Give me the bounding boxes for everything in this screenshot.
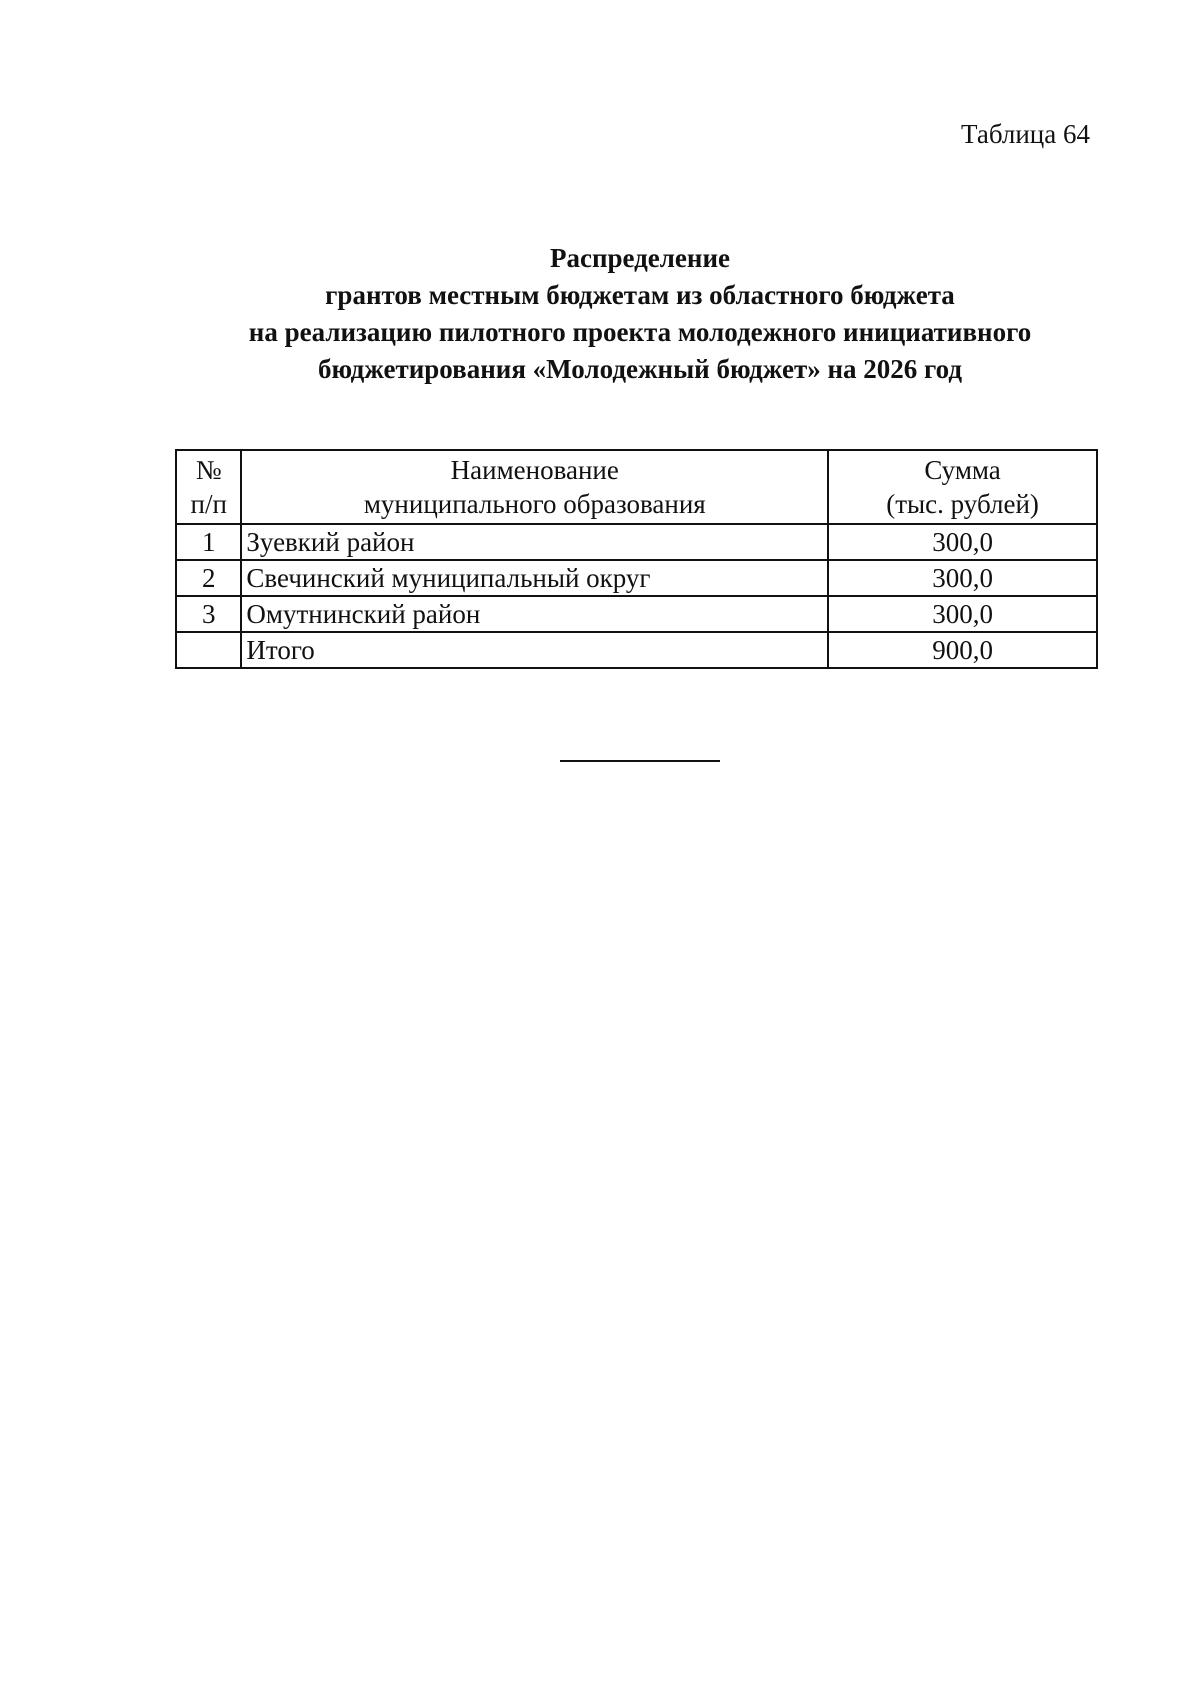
grants-table (175, 449, 1098, 669)
table-total-row (176, 632, 1097, 668)
total-label: Итого (241, 632, 828, 668)
end-separator-line (560, 760, 720, 762)
header-sum-line1: Сумма (924, 455, 1001, 485)
row-sum: 300,0 (828, 596, 1097, 632)
table-header-row (176, 450, 1097, 524)
row-name: Омутнинский район (241, 596, 828, 632)
row-number: 2 (176, 560, 241, 596)
total-sum: 900,0 (828, 632, 1097, 668)
title-line: Распределение (549, 243, 731, 273)
row-number: 3 (176, 596, 241, 632)
title-line: бюджетирования «Молодежный бюджет» на 2026 год (318, 354, 962, 384)
row-sum: 300,0 (828, 560, 1097, 596)
header-name-line2: муниципального образования (363, 489, 706, 519)
table-row (176, 596, 1097, 632)
row-name: Свечинский муниципальный округ (241, 560, 828, 596)
row-number: 1 (176, 524, 241, 560)
title-line: на реализацию пилотного проекта молодежного инициативного (248, 317, 1032, 347)
header-number-line2: п/п (190, 489, 227, 519)
row-name: Зуевкий район (241, 524, 828, 560)
table-row (176, 560, 1097, 596)
document-title (160, 240, 1120, 388)
row-sum: 300,0 (828, 524, 1097, 560)
header-number (176, 450, 241, 524)
total-number (176, 632, 241, 668)
title-line: грантов местным бюджетам из областного бюджета (325, 280, 955, 310)
header-number-line1: № (195, 455, 222, 485)
table-number: Таблица 64 (961, 119, 1090, 149)
table-row (176, 524, 1097, 560)
header-name-line1: Наименование (450, 455, 619, 485)
header-sum (828, 450, 1097, 524)
header-name (241, 450, 828, 524)
header-sum-line2: (тыс. рублей) (886, 489, 1039, 519)
